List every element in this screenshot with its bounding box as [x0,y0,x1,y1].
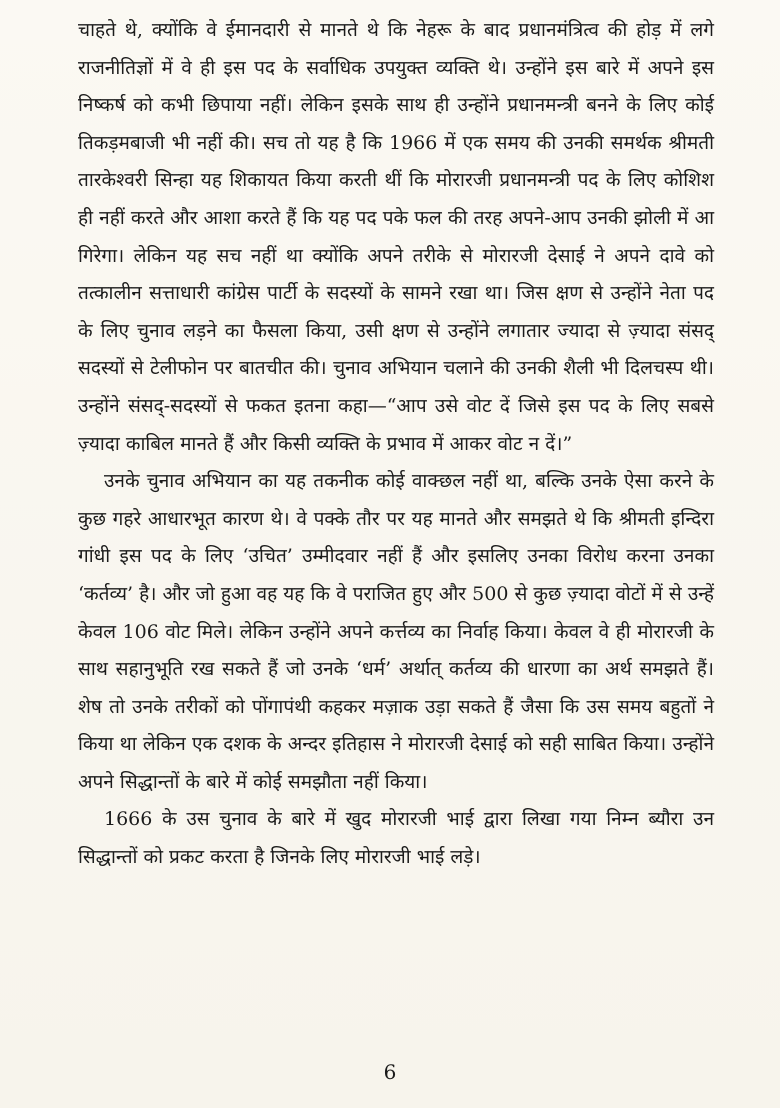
paragraph-1: चाहते थे, क्योंकि वे ईमानदारी से मानते थे कि नेहरू के बाद प्रधानमंत्रित्व की होड़ में लगे राजनीतिज्ञों में वे ही इस पद के सर्वाधिक उपयुक्त व्यक्ति थे। उन्होंने इस बारे में अपने इस निष्कर्ष को कभी छिपाया नहीं। लेकिन इसके साथ ही उन्होंने प्रधानमन्त्री बनने के लिए कोई तिकड़मबाजी भी नहीं की। सच तो यह है कि 1966 में एक समय की उनकी समर्थक श्रीमती तारकेश्वरी सिन्हा यह शिकायत किया करती थीं कि मोरारजी प्रधानमन्त्री पद के लिए कोशिश ही नहीं करते और आशा करते हैं कि यह पद पके फल की तरह अपने-आप उनकी झोली में आ गिरेगा। लेकिन यह सच नहीं था क्योंकि अपने तरीके से मोरारजी देसाई ने अपने दावे को तत्कालीन सत्ताधारी कांग्रेस पार्टी के सदस्यों के सामने रखा था। जिस क्षण से उन्होंने नेता पद के लिए चुनाव लड़ने का फैसला किया, उसी क्षण से उन्होंने लगातार ज्यादा से ज़्यादा संसद् सदस्यों से टेलीफोन पर बातचीत की। चुनाव अभियान चलाने की उनकी शैली भी दिलचस्प थी। उन्होंने संसद्-सदस्यों से फकत इतना कहा—“आप उसे वोट दें जिसे इस पद के लिए सबसे ज़्यादा काबिल मानते हैं और किसी व्यक्ति के प्रभाव में आकर वोट न दें।” [78,19,714,455]
page-number: 6 [383,1060,397,1084]
paragraph-2: उनके चुनाव अभियान का यह तकनीक कोई वाक्छल नहीं था, बल्कि उनके ऐसा करने के कुछ गहरे आधारभूत कारण थे। वे पक्के तौर पर यह मानते और समझते थे कि श्रीमती इन्दिरा गांधी इस पद के लिए ‘उचित’ उम्मीदवार नहीं हैं और इसलिए उनका विरोध करना उनका ‘कर्तव्य’ है। और जो हुआ वह यह कि वे पराजित हुए और 500 से कुछ ज़्यादा वोटों में से उन्हें केवल 106 वोट मिले। लेकिन उन्होंने अपने कर्त्तव्य का निर्वाह किया। केवल वे ही मोरारजी के साथ सहानुभूति रख सकते हैं जो उनके ‘धर्म’ अर्थात् कर्तव्य की धारणा का अर्थ समझते हैं। शेष तो उनके तरीकों को पोंगापंथी कहकर मज़ाक उड़ा सकते हैं जैसा कि उस समय बहुतों ने किया था लेकिन एक दशक के अन्दर इतिहास ने मोरारजी देसाई को सही साबित किया। उन्होंने अपने सिद्धान्तों के बारे में कोई समझौता नहीं किया। [78,470,714,793]
paragraph-3: 1666 के उस चुनाव के बारे में खुद मोरारजी भाई द्वारा लिखा गया निम्न ब्यौरा उन सिद्धान्तों को प्रकट करता है जिनके लिए मोरारजी भाई लड़े। [78,808,714,869]
body-text [78,12,714,877]
